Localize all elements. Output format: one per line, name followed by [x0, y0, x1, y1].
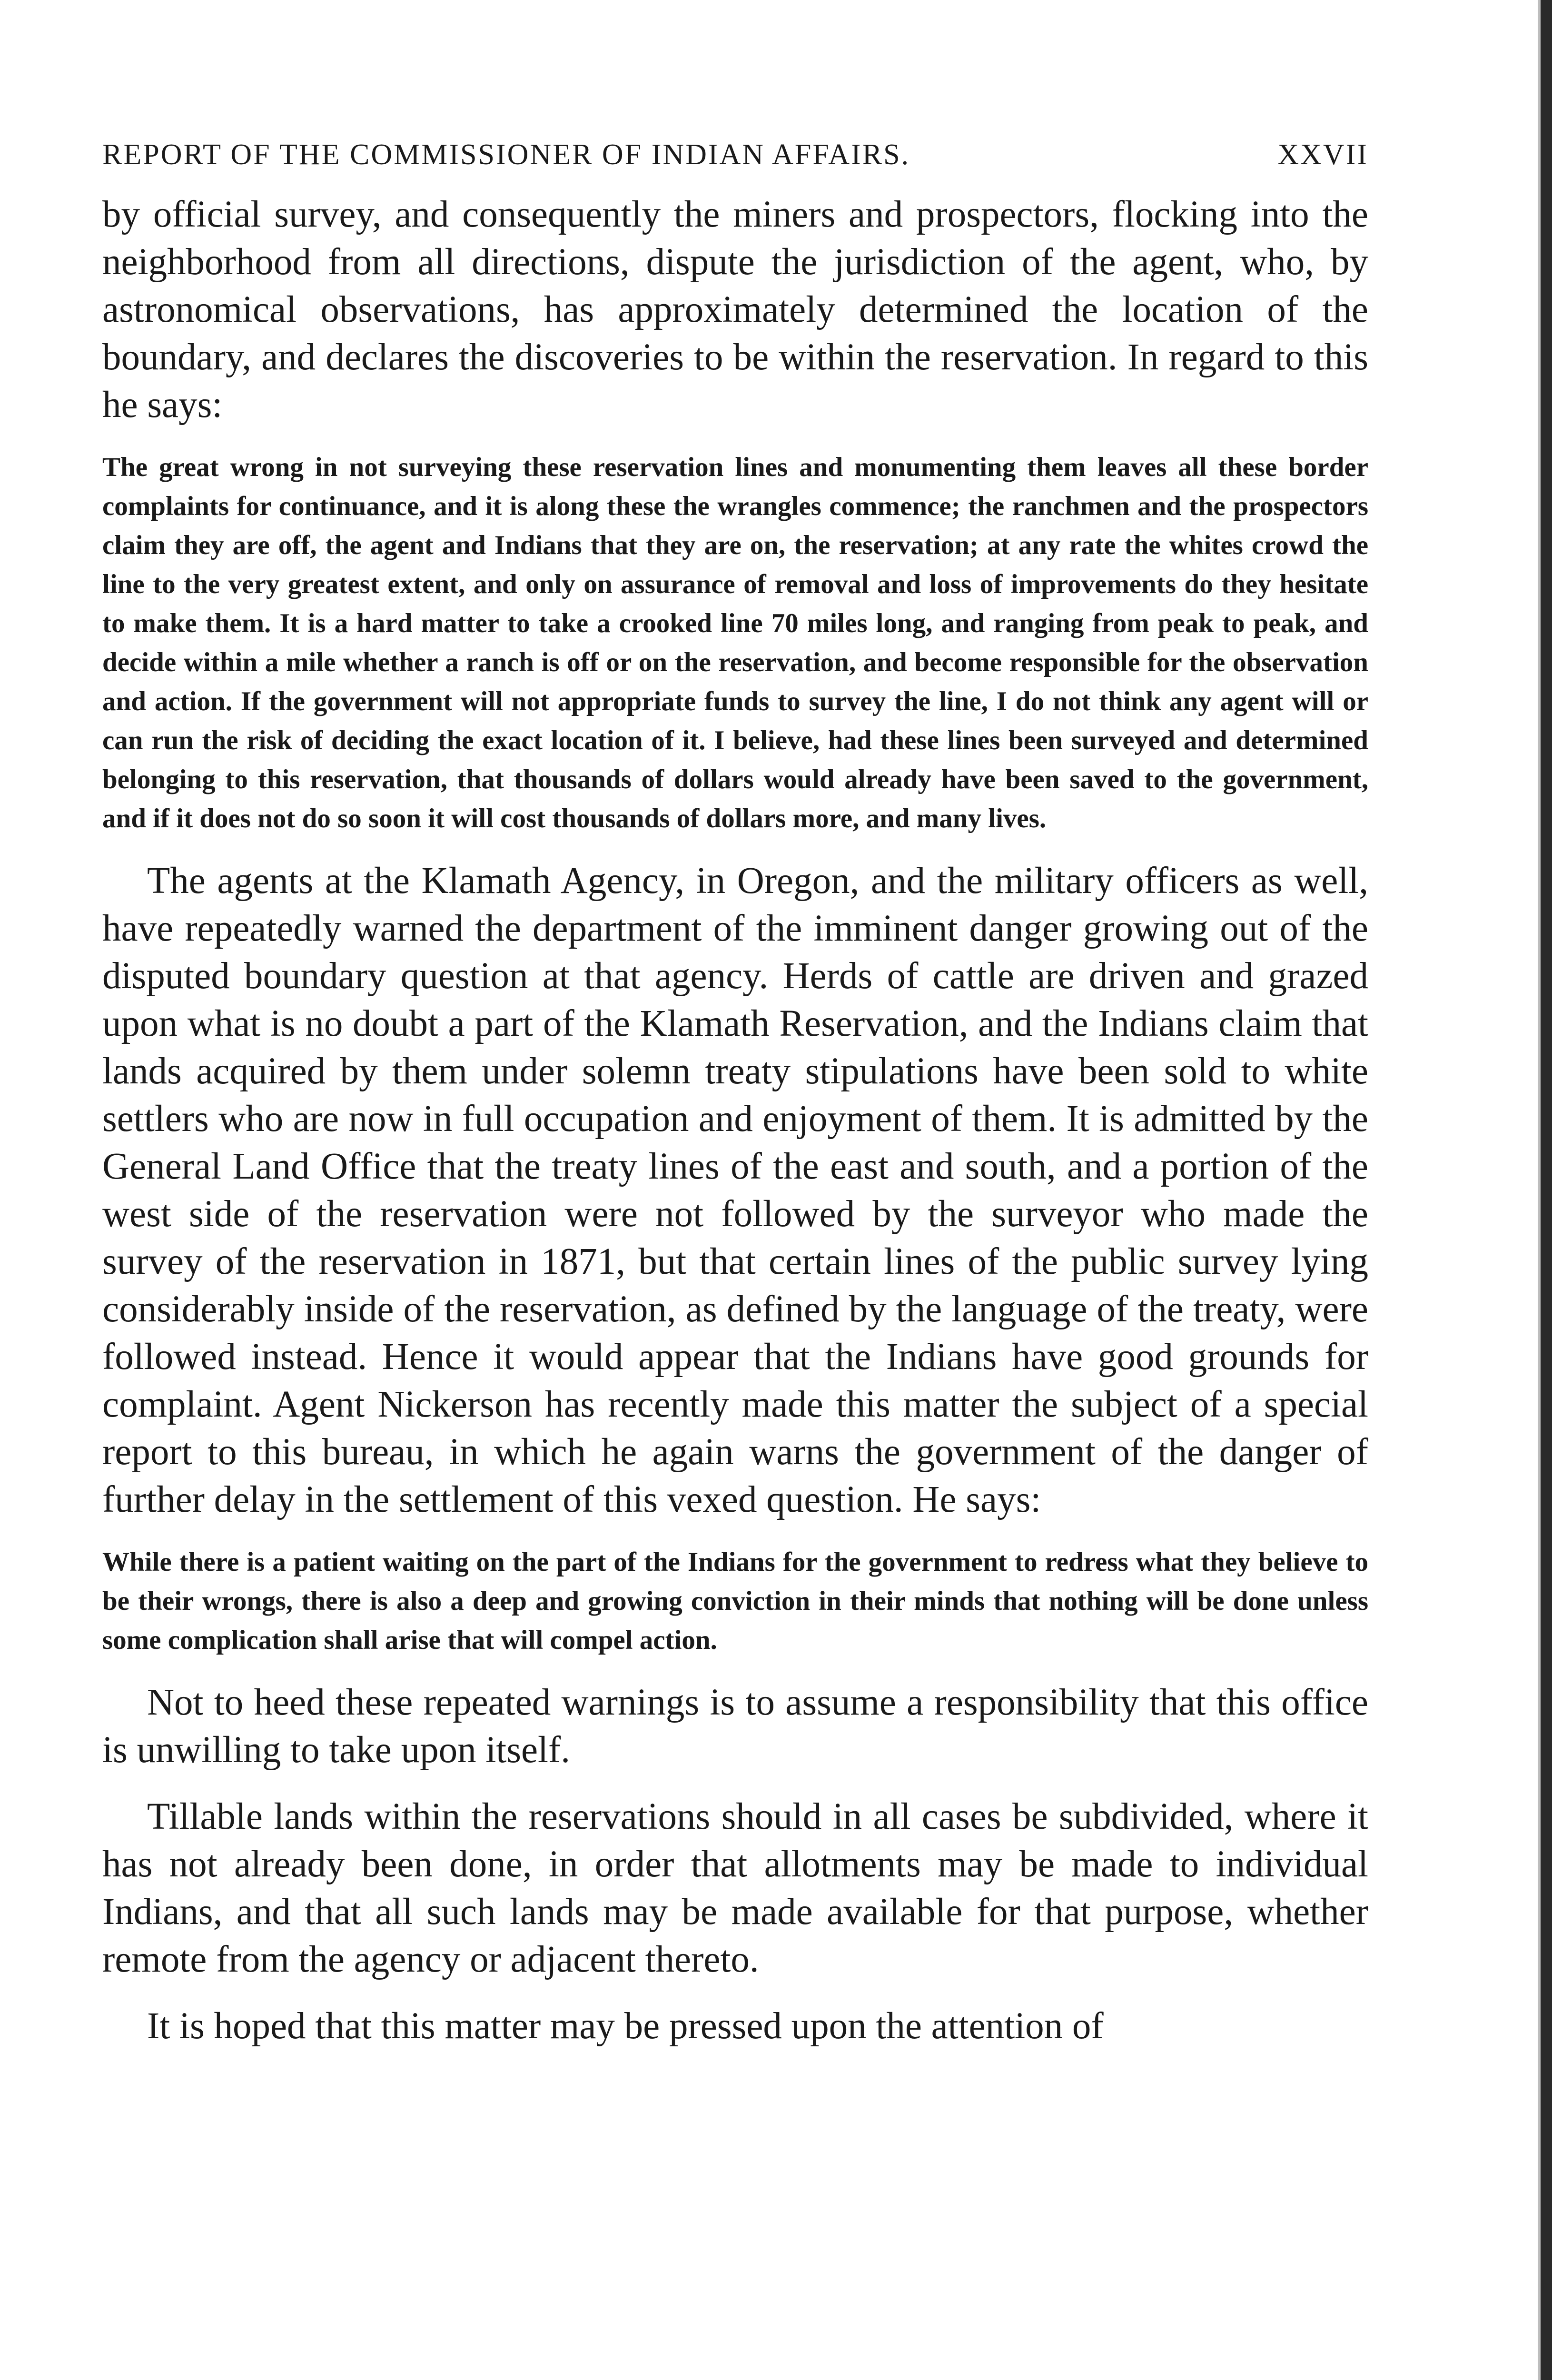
- block-quote-agent: The great wrong in not surveying these reservation lines and monumenting them leaves all these border complaints for continuance, and it is along these the wrangles commence; the ranchmen and the prospectors claim they are off, the agent and Indians that they are on, the reservation; at any rate the whites crowd the line to the very greatest extent, and only on assurance of removal and loss of improvements do they hesitate to make them. It is a hard matter to take a crooked line 70 miles long, and ranging from peak to peak, and decide within a mile whether a ranch is off or on the reservation, and become responsible for the observation and action. If the government will not appropriate funds to survey the line, I do not think any agent will or can run the risk of deciding the exact location of it. I believe, had these lines been surveyed and determined belonging to this reservation, that thousands of dollars would already have been saved to the government, and if it does not do so soon it will cost thousands of dollars more, and many lives.: [102, 452, 1368, 833]
- page-number: XXVII: [1277, 139, 1368, 171]
- paragraph-tillable-lands: Tillable lands within the reservations should in all cases be subdivided, where it has not already been done, in order that allotments may be made to individual Indians, and that all such lands may be made available for that purpose, whether remote from the agency or adjacent thereto.: [102, 1796, 1368, 1980]
- running-title: REPORT OF THE COMMISSIONER OF INDIAN AFFAIRS.: [102, 139, 910, 171]
- paragraph-klamath: The agents at the Klamath Agency, in Oregon, and the military officers as well, have repeatedly warned the department of the imminent danger growing out of the disputed boundary question at that agency. Herds of cattle are driven and grazed upon what is no doubt a part of the Klamath Reservation, and the Indians claim that lands acquired by them under solemn treaty stipulations have been sold to white settlers who are now in full occupation and enjoyment of them. It is admitted by the General Land Office that the treaty lines of the east and south, and a portion of the west side of the reservation were not followed by the surveyor who made the survey of the reservation in 1871, but that certain lines of the public survey lying considerably inside of the reservation, as defined by the language of the treaty, were followed instead. Hence it would appear that the Indians have good grounds for complaint. Agent Nickerson has recently made this matter the subject of a special report to this bureau, in which he again warns the government of the danger of further delay in the settlement of this vexed question. He says:: [102, 860, 1368, 1520]
- paragraph-warnings: Not to heed these repeated warnings is to assume a responsibility that this office is unwilling to take upon itself.: [102, 1682, 1368, 1771]
- paragraph-hoped: It is hoped that this matter may be pressed upon the attention of: [147, 2005, 1104, 2047]
- block-quote-nickerson: While there is a patient waiting on the part of the Indians for the government to redress what they believe to be their wrongs, there is also a deep and growing conviction in their minds that nothing will be done unless some complication shall arise that will compel action.: [102, 1547, 1368, 1655]
- running-header: [102, 138, 1368, 172]
- document-page: [102, 138, 1368, 2069]
- scan-edge: [1541, 0, 1552, 2380]
- paragraph-continued: by official survey, and consequently the miners and prospectors, flocking into the neighborhood from all directions, dispute the jurisdiction of the agent, who, by astronomical observations, has approximately determined the location of the boundary, and declares the discoveries to be within the reservation. In regard to this he says:: [102, 194, 1368, 426]
